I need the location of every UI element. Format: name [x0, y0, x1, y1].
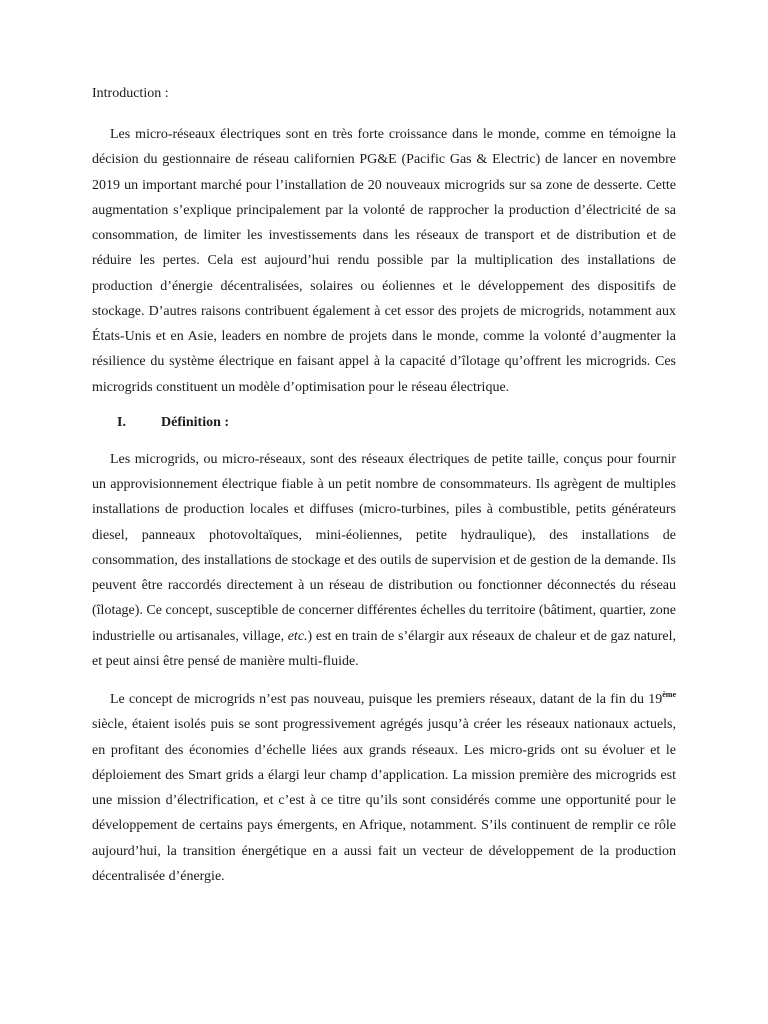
introduction-title: Introduction :: [92, 86, 169, 101]
document-page: [92, 84, 676, 902]
definition-paragraph-2-text-a: Le concept de microgrids n’est pas nouveau, puisque les premiers réseaux, datant de la fin du 19: [110, 692, 663, 707]
definition-paragraph-1-text-a: Les microgrids, ou micro-réseaux, sont des réseaux électriques de petite taille, conçus pour fournir un approvisionnement électrique fiable à un petit nombre de consommateurs. Ils agrègent de multiples installations de production locales et diffuses (micro-turbines, piles à combustible, petits générateurs diesel, panneaux photovoltaïques, mini-éoliennes, petite hydraulique), des installations de consommation, des installations de stockage et des outils de supervision et de gestion de la demande. Ils peuvent être raccordés directement à un réseau de distribution ou fonctionner déconnectés du réseau (îlotage). Ce concept, susceptible de concerner différentes échelles du territoire (bâtiment, quartier, zone industrielle ou artisanales, village,: [92, 451, 676, 644]
section-title: Définition :: [161, 414, 230, 430]
definition-paragraph-1: [92, 447, 676, 674]
definition-paragraph-2-text-b: siècle, étaient isolés puis se sont progressivement agrégés jusqu’à créer les réseaux nationaux actuels, en profitant des économies d’échelle liées aux grands réseaux. Les micro-grids ont su évoluer et le déploiement des Smart grids a élargi leur champ d’application. La mission première des microgrids est une mission d’électrification, et c’est à ce titre qu’ils sont considérés comme une opportunité pour le développement de certains pays émergents, en Afrique, notamment. S’ils continuent de remplir ce rôle aujourd’hui, la transition énergétique en a aussi fait un vecteur de développement de la production décentralisée d’énergie.: [92, 717, 676, 884]
definition-paragraph-1-italic: etc.: [287, 628, 308, 644]
superscript-eme: ème: [662, 690, 676, 699]
section-number: I.: [117, 414, 126, 430]
definition-paragraph-1-text-b: ) est en train de s’élargir aux réseaux de chaleur et de gaz naturel, et peut ainsi être pensé de manière multi-fluide.: [92, 628, 676, 669]
definition-paragraph-2: [92, 687, 676, 889]
section-heading-definition: [92, 413, 676, 433]
introduction-paragraph: Les micro-réseaux électriques sont en très forte croissance dans le monde, comme en témoigne la décision du gestionnaire de réseau californien PG&E (Pacific Gas & Electric) de lancer en novembre 2019 un important marché pour l’installation de 20 nouveaux microgrids sur sa zone de desserte. Cette augmentation s’explique principalement par la volonté de rapprocher la production d’électricité de sa consommation, de limiter les investissements dans les réseaux de transport et de distribution et de réduire les pertes. Cela est aujourd’hui rendu possible par la multiplication des installations de production d’énergie décentralisées, solaires ou éoliennes et le développement des dispositifs de stockage. D’autres raisons contribuent également à cet essor des projets de microgrids, notamment aux États-Unis et en Asie, leaders en nombre de projets dans le monde, comme la volonté d’augmenter la résilience du système électrique en faisant appel à la capacité d’îlotage qu’offrent les microgrids. Ces microgrids constituent un modèle d’optimisation pour le réseau électrique.: [92, 127, 676, 395]
